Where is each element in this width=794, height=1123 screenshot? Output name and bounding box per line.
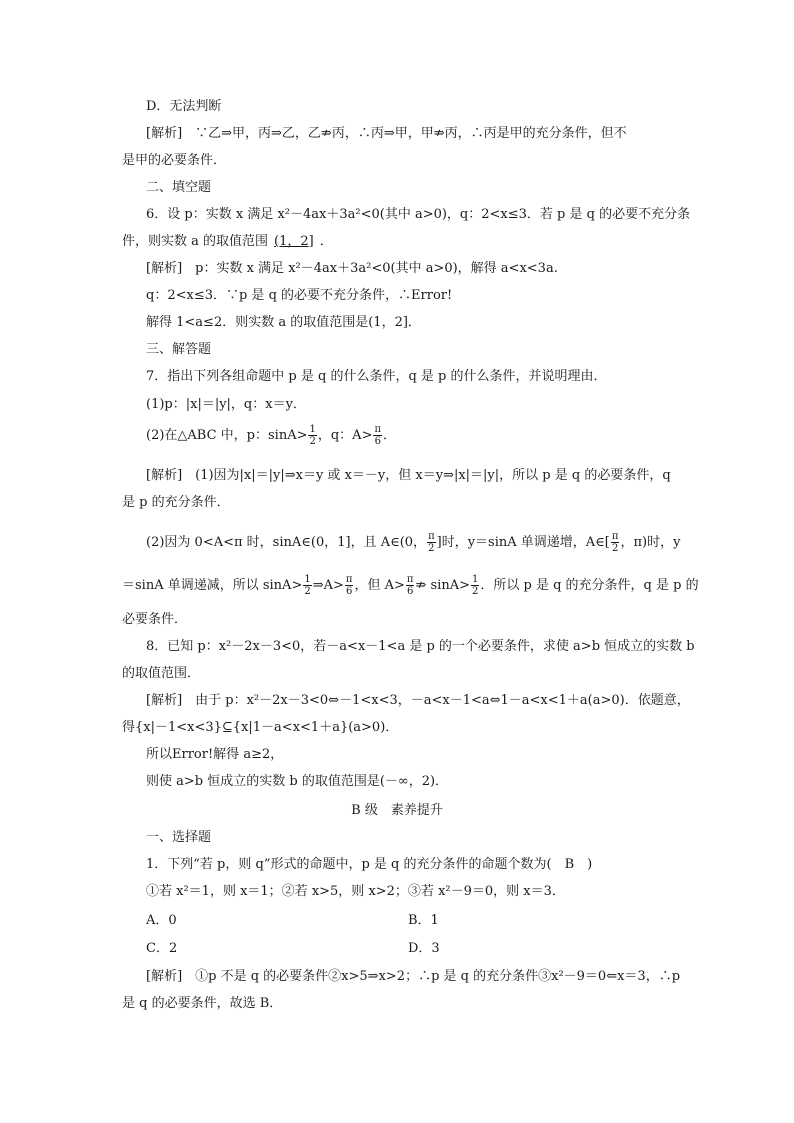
level-heading: B 级 素养提升 <box>351 803 443 818</box>
denominator: 2 <box>309 436 316 447</box>
question-1-statements: ①若 x²＝1，则 x＝1；②若 x>5，则 x>2；③若 x²－9＝0，则 x＝3． <box>146 884 565 899</box>
fraction-one-half <box>471 574 479 597</box>
question-text: 件，则实数 a 的取值范围 <box>122 234 269 249</box>
option-a: A．0 <box>146 913 177 928</box>
analysis-line: 则使 a>b 恒成立的实数 b 的取值范围是(－∞，2)． <box>146 774 449 789</box>
analysis-line <box>146 531 706 554</box>
question-7-part-1: (1)p：|x|＝|y|，q：x＝y． <box>146 397 306 412</box>
math-text: ⇏ sinA> <box>415 578 470 593</box>
analysis-line: [解析] ∵乙⇒甲，丙⇒乙，乙⇏丙，∴丙⇒甲，甲⇏丙，∴丙是甲的充分条件，但不 <box>146 126 627 141</box>
question-1: 1．下列“若 p，则 q”形式的命题中，p 是 q 的充分条件的命题个数为( B ) <box>146 857 593 872</box>
numerator: π <box>406 574 414 585</box>
analysis-line: 解得 1<a≤2．则实数 a 的取值范围是(1，2]． <box>146 315 421 330</box>
numerator: 1 <box>472 574 479 585</box>
answer-blank: (1，2] <box>274 234 314 249</box>
question-8: 8．已知 p：x²－2x－3<0，若－a<x－1<a 是 p 的一个必要条件，求使 a>b 恒成立的实数 b <box>146 639 695 654</box>
math-text: ，但 A> <box>354 578 405 593</box>
option-d: D．3 <box>408 941 440 956</box>
math-text: (2)在△ABC 中，p：sinA> <box>146 428 308 443</box>
fraction-one-half <box>303 574 311 597</box>
fraction-pi-over-6 <box>406 574 415 597</box>
fraction-one-half <box>308 424 316 447</box>
question-6: 6．设 p：实数 x 满足 x²－4ax＋3a²<0(其中 a>0)，q：2<x≤3．若 p 是 q 的必要不充分条 <box>146 207 691 222</box>
question-text: ． <box>319 234 333 249</box>
denominator: 6 <box>346 586 353 597</box>
question-8-cont: 的取值范围． <box>122 666 201 681</box>
math-text: ． <box>383 428 397 443</box>
numerator: π <box>345 574 353 585</box>
section-heading-choice: 一、选择题 <box>146 830 212 845</box>
analysis-line: [解析] 由于 p：x²－2x－3<0⇔－1<x<3，－a<x－1<a⇔1－a<x<1＋a(a>0)．依题意， <box>146 693 690 708</box>
analysis-line: q：2<x≤3．∵p 是 q 的必要不充分条件，∴Error! <box>146 288 453 303</box>
math-text: ．所以 p 是 q 的充分条件，q 是 p 的 <box>480 578 699 593</box>
numerator: π <box>611 531 619 542</box>
math-text: ，q：A> <box>317 428 373 443</box>
analysis-line: [解析] p：实数 x 满足 x²－4ax＋3a²<0(其中 a>0)，解得 a<x<3a. <box>146 261 558 276</box>
numerator: 1 <box>309 424 316 435</box>
analysis-line: 是 p 的充分条件． <box>122 495 230 510</box>
numerator: π <box>428 531 435 542</box>
analysis-line: [解析] (1)因为|x|＝|y|⇒x＝y 或 x＝－y，但 x＝y⇒|x|＝|y|，所以 p 是 q 的必要条件，q <box>146 468 671 483</box>
fraction-pi-over-6 <box>373 424 382 447</box>
option-d: D．无法判断 <box>146 99 222 114</box>
denominator: 6 <box>407 586 414 597</box>
denominator: 2 <box>304 586 311 597</box>
denominator: 6 <box>374 436 381 447</box>
analysis-line: 是甲的必要条件． <box>122 153 227 168</box>
numerator: 1 <box>304 574 311 585</box>
section-heading-fill-in: 二、填空题 <box>146 180 212 195</box>
math-text: ，π)时，y <box>620 535 681 550</box>
fraction-pi-over-2 <box>427 531 436 554</box>
analysis-line: [解析] ①p 不是 q 的必要条件②x>5⇒x>2；∴p 是 q 的充分条件③x²－9＝0⇐x＝3，∴p <box>146 969 681 984</box>
question-6-cont <box>122 233 682 251</box>
denominator: 2 <box>611 543 619 554</box>
math-text: ⇒A> <box>312 578 344 593</box>
math-text: ＝sinA 单调递减，所以 sinA> <box>122 578 303 593</box>
analysis-line <box>122 574 699 597</box>
denominator: 2 <box>428 543 435 554</box>
option-c: C．2 <box>146 941 178 956</box>
options-row <box>146 912 706 930</box>
question-7: 7．指出下列各组命题中 p 是 q 的什么条件，q 是 p 的什么条件，并说明理由． <box>146 369 607 384</box>
fraction-pi-over-2 <box>611 531 620 554</box>
analysis-line: 必要条件． <box>122 612 188 627</box>
numerator: π <box>374 424 382 435</box>
fraction-pi-over-6 <box>345 574 354 597</box>
denominator: 2 <box>472 586 479 597</box>
question-7-part-2 <box>146 424 706 447</box>
section-heading-answer: 三、解答题 <box>146 342 212 357</box>
analysis-line: 是 q 的必要条件，故选 B． <box>122 996 283 1011</box>
options-row <box>146 940 706 958</box>
math-text: (2)因为 0<A<π 时，sinA∈(0，1]，且 A∈(0， <box>146 535 427 550</box>
analysis-line: 所以Error!解得 a≥2， <box>146 747 284 762</box>
option-b: B．1 <box>408 913 439 928</box>
analysis-line: 得{x|－1<x<3}⊆{x|1－a<x<1＋a}(a>0)． <box>122 720 399 735</box>
math-text: ]时，y＝sinA 单调递增，A∈[ <box>436 535 610 550</box>
